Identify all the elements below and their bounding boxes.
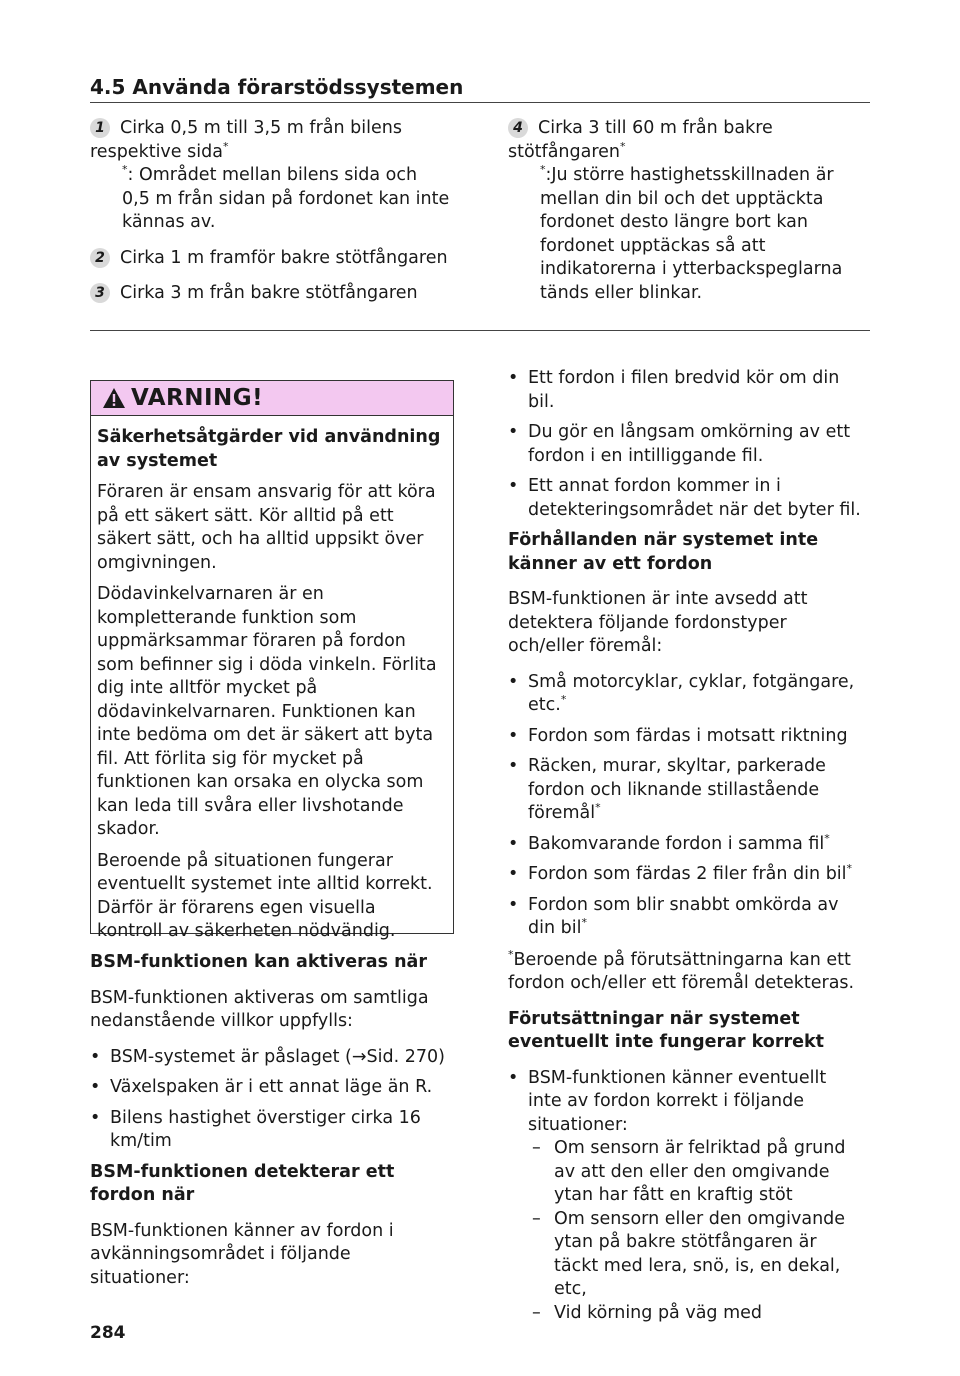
list-item: [508, 894, 864, 941]
page-number: 284: [90, 1323, 126, 1343]
list-item: [508, 1067, 864, 1326]
detection-heading: BSM-funktionen detekterar ett fordon när: [90, 1161, 395, 1205]
faults-heading: Förutsättningar när systemet eventuellt inte fungerar korrekt: [508, 1008, 824, 1052]
footnote-marker: *: [122, 163, 128, 176]
list-item-text: Fordon som blir snabbt omkörda av din bil: [528, 894, 839, 938]
warning-title: VARNING!: [131, 385, 264, 411]
warning-body: [91, 416, 453, 944]
zone-list-right: [508, 117, 864, 317]
warning-header: [91, 381, 453, 416]
list-item-text: Små motorcyklar, cyklar, fotgängare, etc.: [528, 671, 855, 715]
footnote-marker: *: [595, 801, 601, 814]
zone-list-left: [90, 117, 450, 318]
footnote-marker: *: [846, 862, 853, 875]
sublist-item: – Om sensorn är felriktad på grund av att den eller den omgivande ytan har fått en kraftig stöt: [532, 1137, 864, 1208]
zone-item-2: [90, 247, 450, 271]
list-item: • Ett annat fordon kommer in i detekteringsområdet när det byter fil.: [508, 475, 864, 522]
warning-paragraph: Föraren är ensam ansvarig för att köra på ett säkert sätt. Kör alltid på ett säkert sätt, och ha alltid uppsikt över omgivningen.: [97, 482, 436, 573]
warning-paragraph: Beroende på situationen fungerar eventuellt systemet inte alltid korrekt. Därför är förarens egen visuella kontroll av säkerheten nödvändig.: [97, 850, 433, 941]
nondetect-intro: BSM-funktionen är inte avsedd att detektera följande fordonstyper och/eller föremål:: [508, 589, 808, 656]
footnote-marker: *: [540, 163, 546, 176]
detection-list: [508, 367, 864, 522]
zone-number-badge: 3: [90, 283, 110, 303]
list-item: [508, 755, 864, 826]
footnote-text: Beroende på förutsättningarna kan ett fordon och/eller ett föremål detekteras.: [508, 949, 855, 993]
zone-item-1: [90, 117, 450, 235]
zone-text: Cirka 1 m framför bakre stötfångaren: [120, 247, 448, 268]
zone-text: Cirka 0,5 m till 3,5 m från bilens respektive sida: [90, 118, 402, 162]
faults-sublist: [532, 1137, 864, 1325]
list-item: [508, 725, 864, 749]
list-item: [508, 671, 864, 718]
zone-note: [508, 164, 864, 305]
warning-triangle-icon: [102, 387, 126, 409]
zone-note: [90, 164, 450, 235]
activation-intro: BSM-funktionen aktiveras om samtliga nedanstående villkor uppfylls:: [90, 987, 429, 1031]
activation-heading: BSM-funktionen kan aktiveras när: [90, 952, 427, 972]
footnote-marker: *: [824, 831, 830, 845]
list-item-text: Räcken, murar, skyltar, parkerade fordon och liknande stillastående föremål: [528, 756, 826, 823]
detection-intro: BSM-funktionen känner av fordon i avkänningsområdet i följande situationer:: [90, 1220, 394, 1288]
zone-number-badge: 1: [90, 118, 110, 138]
list-item-text: BSM-funktionen känner eventuellt inte av fordon korrekt i följande situationer:: [528, 1067, 827, 1135]
list-item: • BSM-systemet är påslaget (→Sid. 270): [90, 1046, 452, 1070]
zone-text: Cirka 3 till 60 m från bakre stötfångaren: [508, 118, 773, 162]
sublist-item: – Vid körning på väg med: [532, 1302, 864, 1326]
warning-box: [90, 380, 454, 941]
warning-paragraph: Dödavinkelvarnaren är en kompletterande funktion som uppmärksammar föraren på fordon som befinner sig i döda vinkeln. Förlita dig inte alltför mycket på dödavinkelvarnaren. Funktionen kan inte bedöma om det är säkert att byta fil. Att förlita sig för mycket på funktionen kan orsaka en olycka som kan leda till svåra eller livshotande skador.: [97, 584, 437, 839]
zone-number-badge: 2: [90, 248, 110, 268]
zone-note-text: : Området mellan bilens sida och 0,5 m från sidan på fordonet kan inte kännas av.: [122, 165, 450, 232]
footnote-marker: *: [222, 139, 229, 153]
sublist-item: – Om sensorn eller den omgivande ytan på bakre stötfångaren är täckt med lera, snö, is, en dekal, etc,: [532, 1208, 864, 1302]
list-item-text: Fordon som färdas i motsatt riktning: [528, 725, 848, 746]
footnote-marker: *: [581, 916, 587, 929]
zone-item-3: [90, 282, 450, 306]
nondetect-footnote: [508, 949, 864, 996]
section-divider: [90, 330, 870, 331]
footnote-marker: *: [560, 693, 567, 706]
list-item: [508, 833, 864, 857]
left-column-body: [90, 951, 452, 1302]
list-item-text: Fordon som färdas 2 filer från din bil: [528, 864, 847, 884]
nondetect-heading: Förhållanden när systemet inte känner av ett fordon: [508, 530, 819, 574]
right-column-body: [508, 367, 864, 1325]
footnote-marker: *: [508, 947, 514, 961]
faults-list: [508, 1067, 864, 1326]
list-item: [508, 863, 864, 887]
list-item-text: Bakomvarande fordon i samma fil: [528, 833, 825, 854]
list-item: • Växelspaken är i ett annat läge än R.: [90, 1076, 452, 1100]
nondetect-list: [508, 671, 864, 941]
section-title: 4.5 Använda förarstödssystemen: [90, 75, 464, 99]
warning-subtitle: Säkerhetsåtgärder vid användning av systemet: [97, 427, 441, 471]
zone-item-4: [508, 117, 864, 305]
zone-text: Cirka 3 m från bakre stötfångaren: [120, 283, 418, 303]
list-item: • Du gör en långsam omkörning av ett fordon i en intilliggande fil.: [508, 421, 864, 468]
footnote-marker: *: [620, 139, 626, 153]
list-item: • Bilens hastighet överstiger cirka 16 km/tim: [90, 1107, 452, 1154]
zone-number-badge: 4: [508, 118, 528, 138]
list-item: • Ett fordon i filen bredvid kör om din bil.: [508, 367, 864, 414]
header-rule: [90, 102, 870, 103]
activation-list: [90, 1046, 452, 1154]
zone-note-text: :Ju större hastighetsskillnaden är mellan din bil och det upptäckta fordonet desto längre bort kan fordonet upptäckas så att indikatorerna i ytterbackspeglarna tänds eller blinkar.: [540, 165, 843, 303]
